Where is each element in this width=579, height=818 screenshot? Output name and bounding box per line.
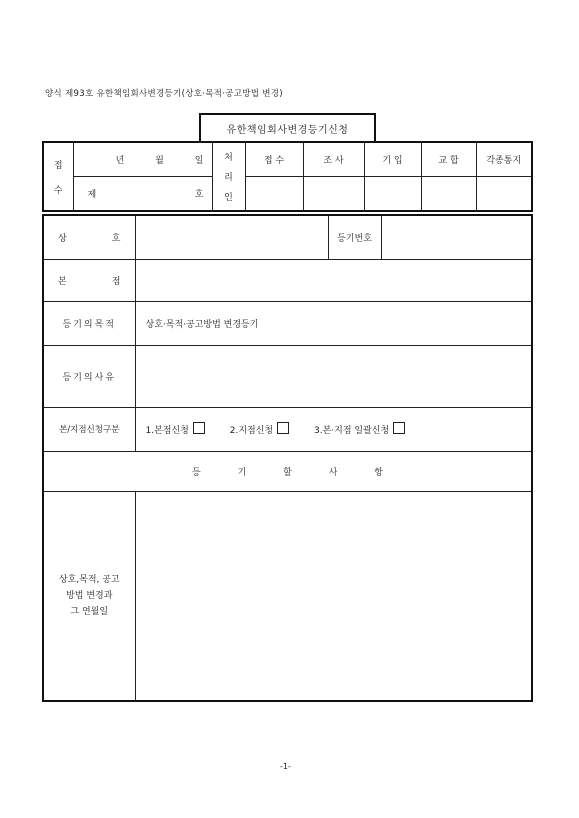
registration-table: [42, 141, 533, 212]
option-head-office[interactable]: 1.본점신청: [146, 426, 205, 436]
trade-name-label: 상 호: [43, 215, 135, 259]
inspect-stamp-cell[interactable]: [303, 177, 364, 212]
document-title: 유한책임회사변경등기신청: [199, 113, 376, 141]
col-receipt: 접 수: [245, 142, 303, 177]
col-verify: 교 합: [421, 142, 476, 177]
cause-field[interactable]: [135, 345, 532, 407]
application-table: [42, 214, 533, 702]
receipt-number-cell[interactable]: 제 호: [73, 177, 212, 212]
change-label: 상호,목적, 공고 방법 변경과 그 연월일: [43, 491, 135, 701]
receipt-label-top: 접: [53, 160, 63, 171]
checkbox-branch[interactable]: [277, 422, 289, 434]
purpose-field[interactable]: 상호·목적·공고방법 변경등기: [135, 301, 532, 345]
option-branch[interactable]: 2.지점신청: [230, 426, 289, 436]
cause-label: 등기의사유: [43, 345, 135, 407]
notice-stamp-cell[interactable]: [476, 177, 532, 212]
head-office-field[interactable]: [135, 259, 532, 301]
page-number: -1-: [280, 762, 291, 771]
trade-name-field[interactable]: [135, 215, 328, 259]
branch-type-options: [135, 407, 532, 451]
checkbox-both[interactable]: [393, 422, 405, 434]
change-details-field[interactable]: [135, 491, 532, 701]
col-entry: 기 입: [364, 142, 421, 177]
branch-type-label: 본/지점신청구분: [43, 407, 135, 451]
processor-label-cell: 처 리 인: [212, 142, 245, 211]
receipt-date-cell[interactable]: 년 월 일: [73, 142, 212, 177]
entry-stamp-cell[interactable]: [364, 177, 421, 212]
head-office-label: 본 점: [43, 259, 135, 301]
option-both[interactable]: 3.본·지점 일괄신청: [314, 426, 405, 436]
purpose-label: 등기의목적: [43, 301, 135, 345]
receipt-label-cell: [43, 142, 73, 211]
receipt-stamp-cell[interactable]: [245, 177, 303, 212]
reg-number-label: 등기번호: [328, 215, 381, 259]
form-number-line: 양식 제93호 유한책임회사변경등기(상호·목적·공고방법 변경): [45, 89, 283, 99]
col-inspect: 조 사: [303, 142, 364, 177]
verify-stamp-cell[interactable]: [421, 177, 476, 212]
matters-header: 등 기 할 사 항: [43, 451, 532, 491]
receipt-label-bottom: 수: [53, 185, 63, 196]
reg-number-field[interactable]: [381, 215, 532, 259]
checkbox-head-office[interactable]: [193, 422, 205, 434]
col-notice: 각종통지: [476, 142, 532, 177]
